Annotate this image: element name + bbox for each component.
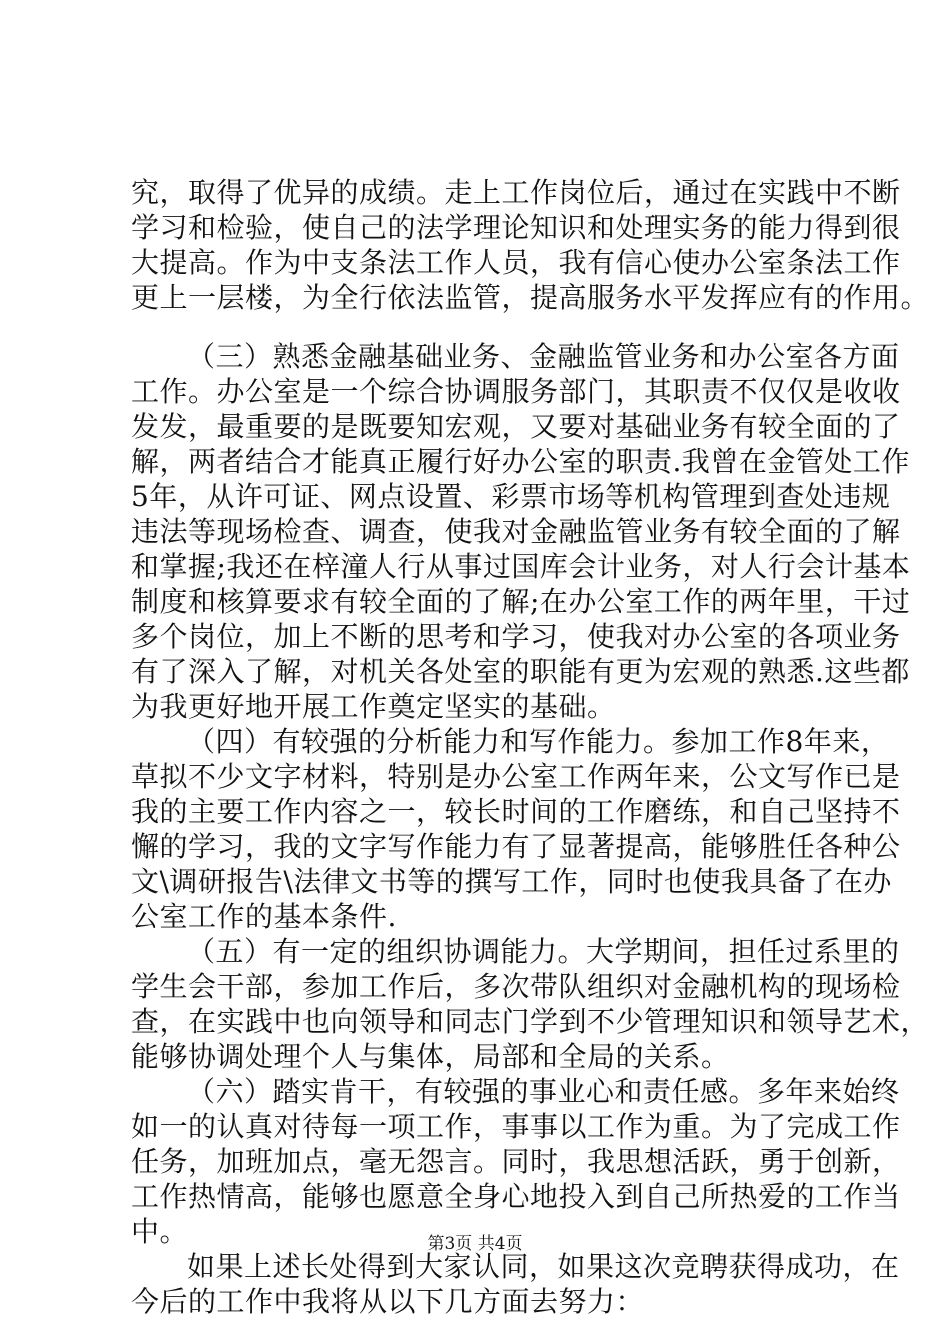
text-line: 中。 bbox=[131, 1215, 189, 1248]
text-line: 5年，从许可证、网点设置、彩票市场等机构管理到查处违规 bbox=[131, 480, 891, 513]
text-line: 究，取得了优异的成绩。走上工作岗位后，通过在实践中不断 bbox=[131, 176, 901, 209]
text-line: 公室工作的基本条件. bbox=[131, 900, 397, 933]
text-line: （六）踏实肯干，有较强的事业心和责任感。多年来始终 bbox=[187, 1075, 900, 1108]
text-line: 发发，最重要的是既要知宏观，又要对基础业务有较全面的了 bbox=[131, 410, 901, 443]
text-line: 违法等现场检查、调查，使我对金融监管业务有较全面的了解 bbox=[131, 515, 901, 548]
text-line: 多个岗位，加上不断的思考和学习，使我对办公室的各项业务 bbox=[131, 620, 901, 653]
text-line: 制度和核算要求有较全面的了解;在办公室工作的两年里，干过 bbox=[131, 585, 911, 618]
text-line: 今后的工作中我将从以下几方面去努力： bbox=[131, 1285, 645, 1318]
text-line: 为我更好地开展工作奠定坚实的基础。 bbox=[131, 690, 616, 723]
text-line: 查，在实践中也向领导和同志门学到不少管理知识和领导艺术， bbox=[131, 1005, 930, 1038]
text-line: （五）有一定的组织协调能力。大学期间，担任过系里的 bbox=[187, 935, 900, 968]
text-line: 我的主要工作内容之一，较长时间的工作磨练，和自己坚持不 bbox=[131, 795, 901, 828]
text-line: （三）熟悉金融基础业务、金融监管业务和办公室各方面 bbox=[187, 340, 900, 373]
text-line: 文\调研报告\法律文书等的撰写工作，同时也使我具备了在办 bbox=[131, 865, 892, 898]
text-line: 能够协调处理个人与集体，局部和全局的关系。 bbox=[131, 1040, 730, 1073]
text-line: 有了深入了解，对机关各处室的职能有更为宏观的熟悉.这些都 bbox=[131, 655, 910, 688]
text-line: 学习和检验，使自己的法学理论知识和处理实务的能力得到很 bbox=[131, 211, 901, 244]
text-line: 大提高。作为中支条法工作人员，我有信心使办公室条法工作 bbox=[131, 246, 901, 279]
text-line: 如果上述长处得到大家认同，如果这次竞聘获得成功，在 bbox=[187, 1250, 900, 1283]
text-line: 草拟不少文字材料，特别是办公室工作两年来，公文写作已是 bbox=[131, 760, 901, 793]
text-line: 工作热情高，能够也愿意全身心地投入到自己所热爱的工作当 bbox=[131, 1180, 901, 1213]
text-line: 更上一层楼，为全行依法监管，提高服务水平发挥应有的作用。 bbox=[131, 281, 930, 314]
text-line: 学生会干部，参加工作后，多次带队组织对金融机构的现场检 bbox=[131, 970, 901, 1003]
text-line: 工作。办公室是一个综合协调服务部门，其职责不仅仅是收收 bbox=[131, 375, 901, 408]
text-line: 如一的认真对待每一项工作，事事以工作为重。为了完成工作 bbox=[131, 1110, 901, 1143]
text-line: 和掌握;我还在梓潼人行从事过国库会计业务，对人行会计基本 bbox=[131, 550, 911, 583]
text-line: （四）有较强的分析能力和写作能力。参加工作8年来， bbox=[187, 725, 890, 758]
text-line: 懈的学习，我的文字写作能力有了显著提高，能够胜任各种公 bbox=[131, 830, 901, 863]
text-line: 解，两者结合才能真正履行好办公室的职责.我曾在金管处工作 bbox=[131, 445, 910, 478]
page-footer: 第3页 共4页 bbox=[427, 1234, 523, 1254]
text-line: 任务，加班加点，毫无怨言。同时，我思想活跃，勇于创新， bbox=[131, 1145, 901, 1178]
